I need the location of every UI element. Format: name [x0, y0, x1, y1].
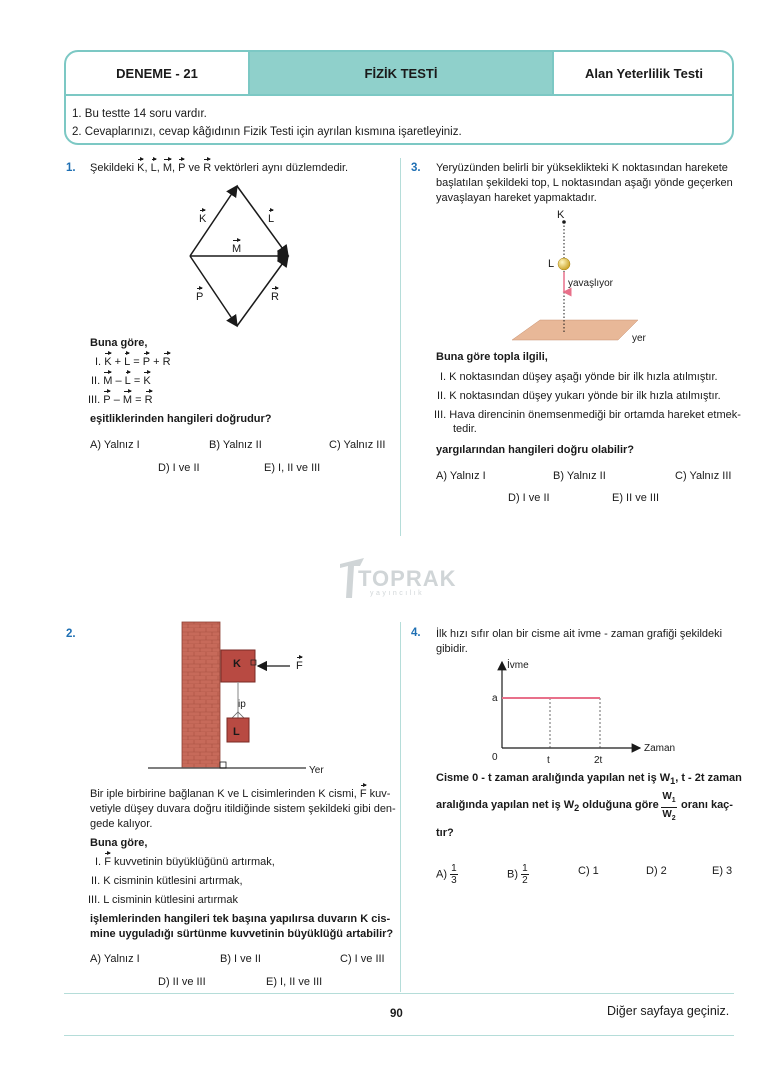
- q3-lead: Buna göre topla ilgili,: [436, 351, 548, 363]
- q1-number: 1.: [66, 162, 76, 174]
- q2-item-3: III. L cisminin kütlesini artırmak: [88, 894, 238, 906]
- column-divider-top: [400, 158, 401, 536]
- watermark-subtext: yayıncılık: [370, 590, 425, 597]
- q4-text-1: İlk hızı sıfır olan bir cisme ait ivme - zaman grafiği şekildeki: [436, 628, 723, 640]
- q2-question-2: mine uyguladığı sürtünme kuvvetinin büyüklüğü artabilir?: [90, 928, 394, 940]
- q3-text-2: başlatılan şekildeki top, L noktasından aşağı yönde geçerken: [436, 177, 733, 189]
- q3-item-2: II. K noktasından düşey yukarı yönde bir ilk hızla atılmıştır.: [437, 390, 721, 402]
- q1-label-k: K: [199, 213, 207, 225]
- q3-label-l: L: [548, 258, 555, 270]
- q1-item-2: II. M – L = K: [91, 375, 151, 387]
- q4-label-t: t: [547, 755, 550, 766]
- q2-question-1: işlemlerinden hangileri tek başına yapılırsa duvarın K cis-: [90, 913, 391, 925]
- q4-question-2: aralığında yapılan net iş $W_2$ olduğuna göre: [436, 799, 659, 814]
- q3-option-a[interactable]: A) Yalnız I: [436, 470, 486, 482]
- q2-option-e[interactable]: E) I, II ve III: [266, 976, 323, 988]
- q2-option-c[interactable]: C) I ve III: [340, 953, 385, 965]
- q3-option-b[interactable]: B) Yalnız II: [553, 470, 606, 482]
- q3-item-3b: tedir.: [453, 423, 477, 435]
- q4-label-2t: 2t: [594, 755, 603, 766]
- q4-ylabel: İvme: [507, 660, 529, 671]
- q3-option-d[interactable]: D) I ve II: [508, 492, 550, 504]
- q3-item-1: I. K noktasından düşey aşağı yönde bir ilk hızla atılmıştır.: [440, 371, 718, 383]
- q2-text-1: Bir iple birbirine bağlanan K ve L cisimlerinden K cismi, F kuv-: [90, 788, 391, 800]
- q4-option-c[interactable]: C) 1: [578, 865, 599, 877]
- q4-number: 4.: [411, 627, 421, 639]
- q2-text-2: vetiyle düşey duvara doğru itildiğinde sistem şekildeki gibi den-: [90, 803, 396, 815]
- q2-label-yer: Yer: [309, 765, 324, 776]
- q3-text-1: Yeryüzünden belirli bir yükseklikteki K noktasından harekete: [436, 162, 728, 174]
- q2-label-l: L: [233, 726, 240, 738]
- vector-l: [237, 186, 288, 256]
- instruction-2: 2. Cevaplarınızı, cevap kâğıdının Fizik Testi için ayrılan kısmına işaretleyiniz.: [72, 126, 462, 138]
- watermark-text: TOPRAK: [358, 566, 457, 591]
- q4-option-d[interactable]: D) 2: [646, 865, 667, 877]
- column-divider-bottom: [400, 622, 401, 992]
- q1-question: eşitliklerinden hangileri doğrudur?: [90, 413, 272, 425]
- q1-stem: Şekildeki K, L, M, P ve R vektörleri aynı düzlemdedir.: [90, 162, 349, 174]
- q3-label-yavasliyor: yavaşlıyor: [568, 278, 614, 289]
- test-type: Alan Yeterlilik Testi: [552, 52, 734, 94]
- q3-option-c[interactable]: C) Yalnız III: [675, 470, 732, 482]
- wall: [182, 622, 220, 768]
- q4-question-1: Cisme 0 - t zaman aralığında yapılan net iş $W_1$, t - 2t zaman: [436, 772, 742, 787]
- instruction-1: 1. Bu testte 14 soru vardır.: [72, 108, 207, 120]
- q2-label-ip: ip: [238, 699, 246, 710]
- footer-bottom-line: [64, 1035, 734, 1036]
- test-header: [64, 50, 734, 145]
- q2-option-d[interactable]: D) II ve III: [158, 976, 206, 988]
- q2-item-1: I. F kuvvetinin büyüklüğünü artırmak,: [95, 856, 275, 868]
- q1-option-a[interactable]: A) Yalnız I: [90, 439, 140, 451]
- q3-number: 3.: [411, 162, 421, 174]
- header-row: [66, 52, 732, 96]
- q4-option-e[interactable]: E) 3: [712, 865, 733, 877]
- q3-label-k: K: [557, 209, 565, 221]
- footer-top-line: [64, 993, 734, 994]
- q3-question: yargılarından hangileri doğru olabilir?: [436, 444, 635, 456]
- q1-label-p: P: [196, 291, 204, 303]
- q2-option-b[interactable]: B) I ve II: [220, 953, 261, 965]
- subject-title: FİZİK TESTİ: [250, 52, 552, 94]
- q4-label-a: a: [492, 693, 498, 704]
- vector-r: [237, 256, 288, 326]
- q1-option-d[interactable]: D) I ve II: [158, 462, 200, 474]
- q3-text-3: yavaşlayan hareket yapmaktadır.: [436, 192, 597, 204]
- next-page-note: Diğer sayfaya geçiniz.: [607, 1004, 730, 1018]
- page-number: 90: [390, 1008, 403, 1020]
- q1-item-3: III. P – M = R: [88, 394, 153, 406]
- q1-option-e[interactable]: E) I, II ve III: [264, 462, 321, 474]
- q3-option-e[interactable]: E) II ve III: [612, 492, 660, 504]
- q2-item-2: II. K cisminin kütlesini artırmak,: [91, 875, 243, 887]
- q2-number: 2.: [66, 628, 76, 640]
- q2-wall-diagram: [140, 620, 340, 772]
- publisher-watermark: [336, 554, 466, 602]
- q4-xlabel: Zaman: [644, 743, 676, 754]
- q1-label-m: M: [232, 243, 242, 255]
- q1-option-b[interactable]: B) Yalnız II: [209, 439, 262, 451]
- q3-label-yer: yer: [632, 333, 646, 344]
- q2-lead: Buna göre,: [90, 837, 148, 849]
- q2-label-f: F: [296, 660, 303, 672]
- q1-label-l: L: [268, 213, 275, 225]
- q1-item-1: I. K + L = P + R: [95, 356, 171, 368]
- q1-option-c[interactable]: C) Yalnız III: [329, 439, 386, 451]
- q1-label-r: R: [271, 291, 279, 303]
- ground-plane: [512, 320, 638, 340]
- q1-lead: Buna göre,: [90, 337, 148, 349]
- q4-option-a[interactable]: A) $\frac{1}{3}$: [436, 863, 457, 886]
- q4-question-3: tır?: [436, 827, 454, 839]
- q4-option-b[interactable]: B) $\frac{1}{2}$: [507, 863, 528, 886]
- vector-k: [190, 186, 237, 256]
- q2-label-k: K: [233, 658, 241, 670]
- q3-item-3: III. Hava direncinin önemsenmediği bir ortamda hareket etmek-: [434, 409, 741, 421]
- q4-ratio: $W_1$ $W_2$: [662, 791, 676, 822]
- ball: [558, 258, 570, 270]
- q4-question-2c: oranı kaç-: [681, 799, 733, 811]
- q2-option-a[interactable]: A) Yalnız I: [90, 953, 140, 965]
- q2-text-3: gede kalıyor.: [90, 818, 153, 830]
- q4-label-0: 0: [492, 752, 498, 763]
- q4-text-2: gibidir.: [436, 643, 468, 655]
- q4-acceleration-graph: [480, 658, 650, 758]
- right-angle-mark: [220, 762, 226, 768]
- exam-title: DENEME - 21: [66, 52, 250, 94]
